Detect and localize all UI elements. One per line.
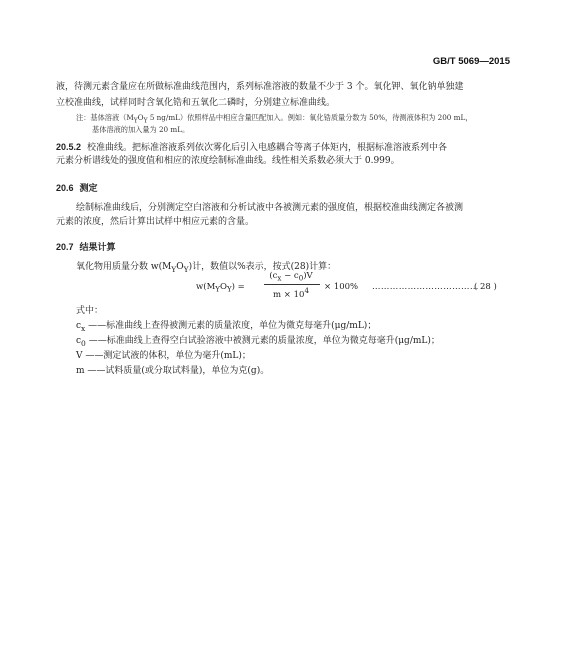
section-number: 20.7 xyxy=(56,242,74,252)
formula-rhs: × 100% xyxy=(324,282,359,292)
formula-leader-dots: ……………………………… xyxy=(372,282,479,292)
fraction-bar xyxy=(264,284,320,285)
definition-item: V ——测定试液的体积，单位为毫升(mL)； xyxy=(76,351,251,361)
section-20-5-2-line xyxy=(56,141,447,154)
paragraph-line: 绘制标准曲线后，分别测定空白溶液和分析试液中各被测元素的强度值，根据校准曲线测定各被测 xyxy=(76,203,464,213)
paragraph-text: 校准曲线。把标准溶液系列依次雾化后引入电感耦合等离子体矩内，根据标准溶液系列中各 xyxy=(87,143,448,153)
paragraph-line: 液，待测元素含量应在所做标准曲线范围内，系列标准溶液的数量不少于 3 个。氧化钾、氧化钠单独建 xyxy=(56,82,464,92)
paragraph-line: 氧化物用质量分数 $w(M_YO_Y)$计，数值以%表示，按式(28)计算： xyxy=(76,262,337,274)
note-line: 基体溶液的加入量为 20 mL。 xyxy=(92,125,190,134)
note-line: 注：基体溶液（$M_YO_Y$ 5 ng/mL）依照样品中相应含量匹配加入。例如：氧化锆质量分数为 50%，待测液体积为 200 mL， xyxy=(76,113,473,125)
standard-code-header: GB/T 5069—2015 xyxy=(432,56,510,67)
formula-numerator: $(c_x - c_0)V$ xyxy=(269,271,313,283)
formula-number: ( 28 ) xyxy=(474,282,497,292)
paragraph-line: 元素的浓度，然后计算出试样中相应元素的含量。 xyxy=(56,217,255,227)
definition-item: $c_x$ ——标准曲线上查得被测元素的质量浓度，单位为微克每毫升(μg/mL)； xyxy=(76,321,377,333)
paragraph-line: 元素分析谱线处的强度值和相应的浓度绘制标准曲线。线性相关系数必须大于 0.999。 xyxy=(56,156,400,166)
definition-item: $c_0$ ——标准曲线上查得空白试验溶液中被测元素的质量浓度，单位为微克每毫升(μg/mL)； xyxy=(76,336,440,348)
paragraph-line: 立校准曲线，试样同时含氧化锆和五氧化二磷时，分别建立标准曲线。 xyxy=(56,98,336,108)
formula-denominator: $m \times 10^4$ xyxy=(273,286,309,300)
where-label: 式中： xyxy=(76,306,104,316)
section-heading-20-7 xyxy=(56,240,116,253)
section-title: 测定 xyxy=(79,183,98,193)
definition-item: m ——试料质量(或分取试料量)，单位为克(g)。 xyxy=(76,366,270,376)
section-title: 结果计算 xyxy=(79,242,116,252)
section-number: 20.6 xyxy=(56,183,74,193)
section-heading-20-6 xyxy=(56,181,98,194)
section-number: 20.5.2 xyxy=(56,142,82,152)
formula-lhs: $w(M_YO_Y)$ = xyxy=(196,282,245,294)
